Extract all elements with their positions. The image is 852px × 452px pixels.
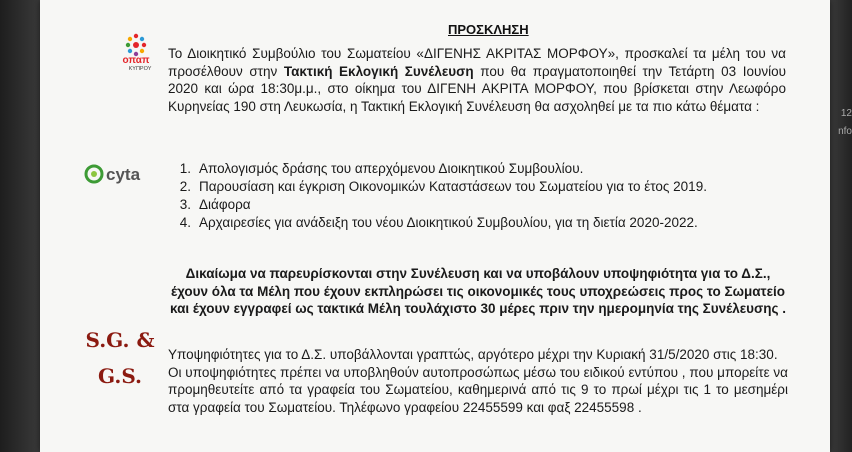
background-right (830, 0, 852, 452)
opap-burst-icon (126, 34, 146, 56)
page-title: ΠΡΟΣΚΛΗΣΗ (448, 22, 529, 37)
eligibility-paragraph: Δικαίωμα να παρευρίσκονται στην Συνέλευση και να υποβάλουν υποψηφιότητα για το Δ.Σ., έχουν όλα τα Μέλη που έχουν εκπληρώσει τις οικονομικές τους υποχρεώσεις προς το Σωματείο και έχουν εγγραφεί ως τακτικά Μέλη τουλάχιστο 30 μέρες πριν την ημερομηνία της Συνέλευσης . (169, 266, 787, 316)
side-number: 12 (840, 108, 852, 119)
list-item-text: Αρχαιρεσίες για ανάδειξη του νέου Διοικητικού Συμβουλίου, για τη διετία 2020-2022. (199, 215, 698, 230)
list-item (147, 178, 787, 196)
cyta-swirl-icon (86, 166, 102, 182)
intro-text-b: που θα πραγματοποιηθεί την Τετάρτη 03 Ιουνίου 2020 και ώρα 18:30μ.μ., στο οίκημα του ΔΙΓΕΝΗ ΑΚΡΙΤΑ ΜΟΡΦΟΥ, που βρίσκεται στην Λεωφόρο Κυρηνείας 190 στη Λευκωσία, η Τακτική Εκλογική Συνέλευση θα ασχοληθεί με τα πιο κάτω θέματα : (168, 63, 786, 114)
instructions-text: Οι υποψηφιότητες πρέπει να υποβληθούν αυτοπροσώπως μέσω του ειδικού εντύπου , που μπορείτε να προμηθευτείτε από τα γραφεία του Σωματείου, καθημερινά από τις 9 το πρωί μέχρι τις 1 το μεσημέρι στα γραφεία του Σωματείου. Τηλέφωνο γραφείου 22455599 και φαξ 22455598 . (168, 364, 788, 415)
list-item-number: 4. (179, 215, 191, 230)
list-item-text: Διάφορα (199, 197, 251, 212)
agenda-list (147, 160, 787, 232)
background-left (0, 0, 40, 452)
side-word: nfo (838, 126, 852, 137)
opap-logo-text: οπαπ (122, 55, 150, 66)
list-item-number: 3. (179, 197, 191, 212)
cyta-logo-text: cyta (106, 165, 141, 184)
intro-paragraph (168, 45, 786, 115)
list-item-text: Παρουσίαση και έγκριση Οικονομικών Καταστάσεων του Σωματείου για το έτος 2019. (199, 179, 707, 194)
sg-logo-line1: S.G. & (85, 328, 155, 352)
deadline-text: Υποψηφιότητες για το Δ.Σ. υποβάλλονται γραπτώς, αργότερο μέχρι την Κυριακή 31/5/2020 στις 18:30. (168, 347, 778, 362)
list-item (147, 160, 787, 178)
sg-gs-logo (80, 322, 160, 394)
intro-text-bold: Τακτική Εκλογική Συνέλευση (283, 63, 474, 79)
deadline-paragraph (168, 346, 788, 416)
list-item (147, 196, 787, 214)
list-item-number: 2. (179, 179, 191, 194)
list-item-number: 1. (179, 161, 191, 176)
opap-logo-subtext: ΚΥΠΡΟΥ (128, 66, 152, 70)
intro-text-a: Το Διοικητικό Συμβούλιο του Σωματείου «ΔΙΓΕΝΗΣ ΑΚΡΙΤΑΣ ΜΟΡΦΟΥ», προσκαλεί τα μέλη του να προσέλθουν στην (168, 46, 786, 79)
document-page (40, 0, 830, 452)
list-item-text: Απολογισμός δράσης του απερχόμενου Διοικητικού Συμβουλίου. (199, 161, 584, 176)
opap-logo (80, 30, 160, 70)
sg-logo-line2: G.S. (97, 364, 143, 388)
list-item (147, 214, 787, 232)
